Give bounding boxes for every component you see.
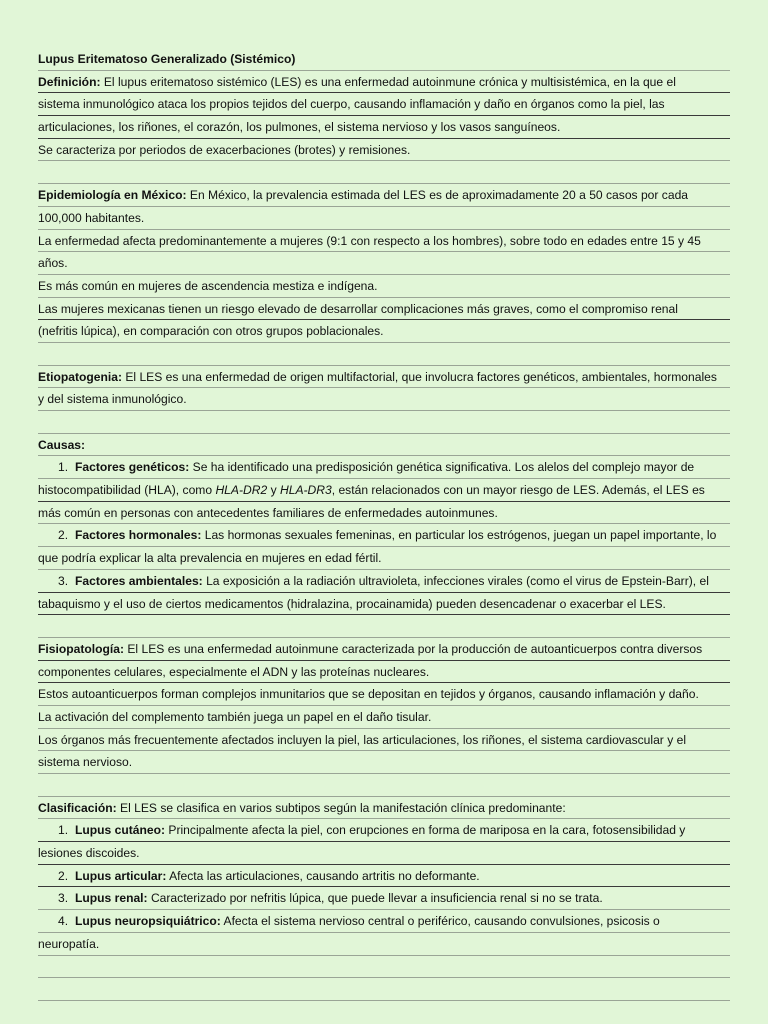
hla-dr3-term: HLA-DR3 [279,483,332,498]
clasificacion-item-1-line-1 [38,819,730,842]
epidemiologia-line-7 [38,320,730,343]
epidemiologia-label: Epidemiología en México: [38,188,187,203]
fisiopatologia-label: Fisiopatología: [38,641,124,656]
document-title: Lupus Eritematoso Generalizado (Sistémico) [38,52,296,66]
definicion-label: Definición: [38,74,101,89]
etiopatogenia-label: Etiopatogenia: [38,369,122,384]
causa-item-text: Se ha identificado una predisposición genética significativa. Los alelos del complejo mayor de [189,460,695,475]
causa-item-text: La exposición a la radiación ultravioleta, infecciones virales (como el virus de Epstein-Barr), el [202,573,709,588]
clasificacion-item-label: Lupus articular: [75,868,167,883]
list-number: 3. [58,573,69,588]
fisiopatologia-text-2: componentes celulares, especialmente el ADN y las proteínas nucleares. [38,664,430,679]
epidemiologia-line-4 [38,252,730,275]
epidemiologia-line-5 [38,275,730,298]
causa-item-text: más común en personas con antecedentes familiares de enfermedades autoinmunes. [38,505,498,520]
epidemiologia-line-1 [38,184,730,207]
fisiopatologia-line-6 [38,751,730,774]
list-number: 4. [58,914,69,929]
fisiopatologia-line-4 [38,706,730,729]
causas-heading-line [38,434,730,457]
list-number: 3. [58,891,69,906]
definicion-line-2 [38,93,730,116]
blank-line [38,615,730,638]
causa-item-1-line-3 [38,502,730,525]
definicion-text-3: articulaciones, los riñones, el corazón, los pulmones, el sistema nervioso y los vasos sanguíneos. [38,120,561,135]
etiopatogenia-text-2: y del sistema inmunológico. [38,392,187,407]
fisiopatologia-text-3: Estos autoanticuerpos forman complejos inmunitarios que se depositan en tejidos y órganos, causando inflamación y daño. [38,687,699,702]
blank-line [38,978,730,1001]
causas-label: Causas: [38,437,86,452]
clasificacion-item-label: Lupus cutáneo: [75,823,166,838]
epidemiologia-text-2: 100,000 habitantes. [38,210,145,225]
causa-item-text: Las hormonas sexuales femeninas, en particular los estrógenos, juegan un papel importante, lo [201,528,717,543]
clasificacion-item-label: Lupus neuropsiquiátrico: [75,914,221,929]
causa-item-text: , están relacionados con un mayor riesgo de LES. Además, el LES es [331,483,705,498]
document-title-line [38,48,730,71]
fisiopatologia-line-5 [38,729,730,752]
clasificacion-item-text: neuropatía. [38,936,100,951]
causa-item-2-line-2 [38,547,730,570]
definicion-text-2: sistema inmunológico ataca los propios tejidos del cuerpo, causando inflamación y daño en órganos como la piel, las [38,97,665,112]
causa-item-1-line-1 [38,456,730,479]
blank-line [38,956,730,979]
clasificacion-line-1 [38,797,730,820]
fisiopatologia-line-2 [38,661,730,684]
blank-line [38,774,730,797]
fisiopatologia-text-4: La activación del complemento también juega un papel en el daño tisular. [38,709,432,724]
epidemiologia-line-3 [38,230,730,253]
epidemiologia-text-4: años. [38,256,68,271]
list-number: 1. [58,823,69,838]
epidemiologia-line-6 [38,298,730,321]
causa-item-2-line-1 [38,524,730,547]
etiopatogenia-line-1 [38,366,730,389]
definicion-line-1 [38,71,730,94]
causa-item-label: Factores ambientales: [75,573,203,588]
clasificacion-item-2-line-1 [38,865,730,888]
causa-item-3-line-2 [38,593,730,616]
clasificacion-item-text: Afecta el sistema nervioso central o periférico, causando convulsiones, psicosis o [220,914,660,929]
clasificacion-item-4-line-1 [38,910,730,933]
list-number: 1. [58,460,69,475]
clasificacion-item-text: lesiones discoides. [38,846,140,861]
fisiopatologia-line-3 [38,683,730,706]
clasificacion-text-1: El LES se clasifica en varios subtipos según la manifestación clínica predominante: [116,800,566,815]
definicion-line-3 [38,116,730,139]
epidemiologia-text-1: En México, la prevalencia estimada del LES es de aproximadamente 20 a 50 casos por cada [186,188,689,203]
clasificacion-item-text: Caracterizado por nefritis lúpica, que puede llevar a insuficiencia renal si no se trata. [147,891,603,906]
clasificacion-label: Clasificación: [38,800,117,815]
clasificacion-item-3-line-1 [38,887,730,910]
definicion-line-4 [38,139,730,162]
clasificacion-item-1-line-2 [38,842,730,865]
epidemiologia-text-7: (nefritis lúpica), en comparación con otros grupos poblacionales. [38,324,384,339]
list-number: 2. [58,868,69,883]
clasificacion-item-text: Principalmente afecta la piel, con erupciones en forma de mariposa en la cara, fotosensibilidad y [165,823,686,838]
causa-item-1-line-2 [38,479,730,502]
list-number: 2. [58,528,69,543]
causa-item-3-line-1 [38,570,730,593]
causa-item-text: que podría explicar la alta prevalencia en mujeres en edad fértil. [38,551,382,566]
clasificacion-item-text: Afecta las articulaciones, causando artritis no deformante. [166,868,480,883]
clasificacion-item-4-line-2 [38,933,730,956]
clasificacion-item-label: Lupus renal: [75,891,148,906]
etiopatogenia-line-2 [38,388,730,411]
blank-line [38,411,730,434]
causa-item-text: tabaquismo y el uso de ciertos medicamentos (hidralazina, procainamida) pueden desencadenar o exacerbar el LES. [38,596,666,611]
epidemiologia-text-3: La enfermedad afecta predominantemente a mujeres (9:1 con respecto a los hombres), sobre todo en edades entre 15 y 45 [38,233,701,248]
fisiopatologia-line-1 [38,638,730,661]
hla-dr2-term: HLA-DR2 [215,483,268,498]
fisiopatologia-text-5: Los órganos más frecuentemente afectados incluyen la piel, las articulaciones, los riñones, el sistema cardiovascular y el [38,732,687,747]
blank-line [38,343,730,366]
causa-item-text: y [267,483,280,498]
causa-item-text: histocompatibilidad (HLA), como [38,483,216,498]
blank-line [38,161,730,184]
definicion-text-1: El lupus eritematoso sistémico (LES) es una enfermedad autoinmune crónica y multisistémica, en la que el [100,74,676,89]
causa-item-label: Factores genéticos: [75,460,190,475]
definicion-text-4: Se caracteriza por periodos de exacerbaciones (brotes) y remisiones. [38,142,411,157]
etiopatogenia-text-1: El LES es una enfermedad de origen multifactorial, que involucra factores genéticos, ambientales, hormonales [121,369,717,384]
epidemiologia-line-2 [38,207,730,230]
fisiopatologia-text-1: El LES es una enfermedad autoinmune caracterizada por la producción de autoanticuerpos contra diversos [124,641,703,656]
epidemiologia-text-6: Las mujeres mexicanas tienen un riesgo elevado de desarrollar complicaciones más graves, como el compromiso renal [38,301,678,316]
causa-item-label: Factores hormonales: [75,528,202,543]
fisiopatologia-text-6: sistema nervioso. [38,755,133,770]
epidemiologia-text-5: Es más común en mujeres de ascendencia mestiza e indígena. [38,278,378,293]
